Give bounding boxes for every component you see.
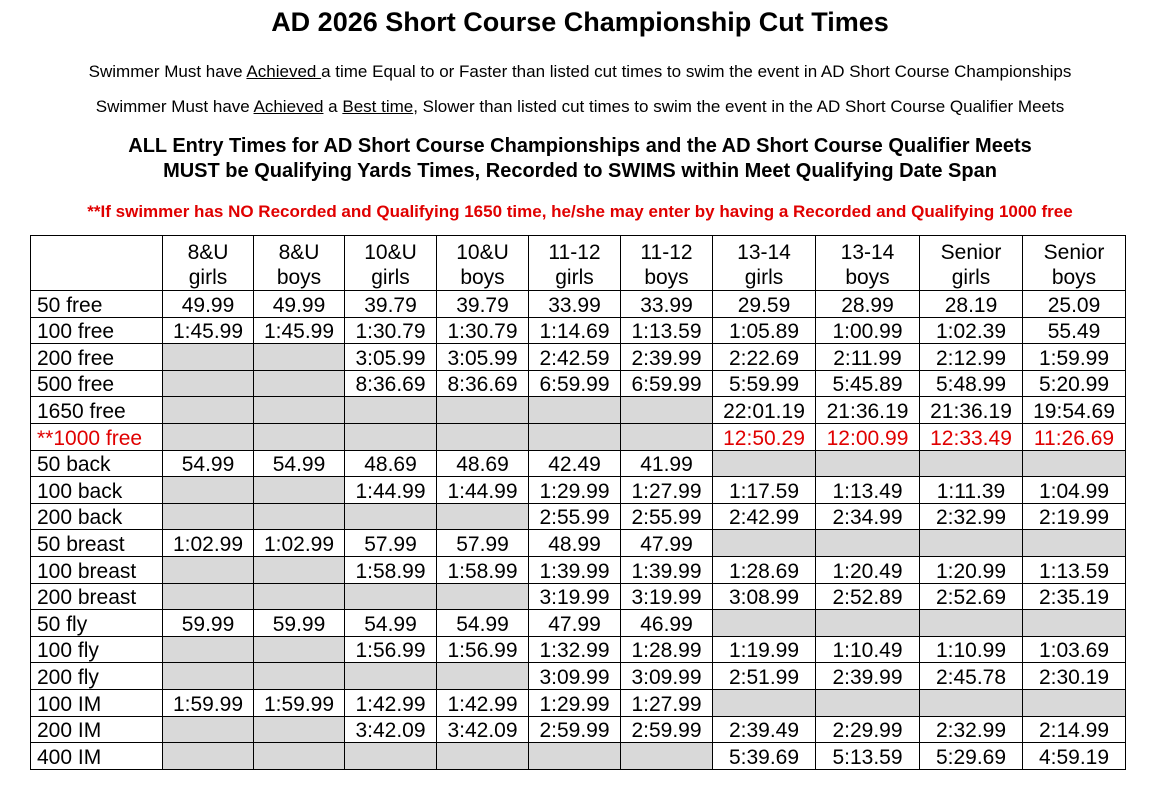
empty-cell — [437, 503, 529, 530]
table-row — [31, 344, 1126, 371]
cut-time-cell: 49.99 — [163, 291, 254, 318]
cut-time-cell: 1:13.59 — [621, 317, 713, 344]
cut-time-cell: 1:03.69 — [1023, 636, 1126, 663]
qualifier-rule-part1: Swimmer Must have — [95, 97, 254, 116]
empty-cell — [345, 397, 437, 424]
cut-time-cell: 2:35.19 — [1023, 583, 1126, 610]
column-header — [345, 236, 437, 291]
cut-time-cell: 1:17.59 — [713, 477, 816, 504]
empty-cell — [713, 610, 816, 637]
cut-time-cell: 1:10.99 — [920, 636, 1023, 663]
cut-time-cell: 1:05.89 — [713, 317, 816, 344]
empty-cell — [1023, 689, 1126, 716]
empty-cell — [254, 583, 345, 610]
column-age-group: 8&U — [278, 241, 320, 264]
cut-time-cell: 1:28.99 — [621, 636, 713, 663]
cut-time-cell: 2:59.99 — [529, 716, 621, 743]
column-gender: boys — [276, 266, 322, 289]
empty-cell — [163, 503, 254, 530]
column-header — [920, 236, 1023, 291]
cut-time-cell: 47.99 — [529, 610, 621, 637]
cut-time-cell: 1:14.69 — [529, 317, 621, 344]
column-gender: boys — [845, 266, 890, 289]
event-name: 50 back — [31, 450, 163, 477]
cut-time-cell: 3:19.99 — [621, 583, 713, 610]
cut-time-cell: 2:12.99 — [920, 344, 1023, 371]
empty-cell — [621, 743, 713, 770]
empty-cell — [920, 530, 1023, 557]
cut-time-cell: 3:09.99 — [529, 663, 621, 690]
header-row — [31, 236, 1126, 291]
cut-time-cell: 2:39.49 — [713, 716, 816, 743]
empty-cell — [920, 689, 1023, 716]
cut-time-cell: 1:42.99 — [437, 689, 529, 716]
event-name: 100 free — [31, 317, 163, 344]
table-row — [31, 556, 1126, 583]
table-row — [31, 503, 1126, 530]
empty-cell — [920, 610, 1023, 637]
cut-time-cell: 1:39.99 — [621, 556, 713, 583]
cut-time-cell: 2:39.99 — [816, 663, 920, 690]
cut-time-cell: 42.49 — [529, 450, 621, 477]
empty-cell — [529, 397, 621, 424]
cut-time-cell: 2:22.69 — [713, 344, 816, 371]
cut-time-cell: 1:30.79 — [437, 317, 529, 344]
cut-time-cell: 21:36.19 — [816, 397, 920, 424]
event-name: 1650 free — [31, 397, 163, 424]
cut-time-cell: 2:32.99 — [920, 716, 1023, 743]
cut-time-cell: 2:59.99 — [621, 716, 713, 743]
cut-time-cell: 59.99 — [254, 610, 345, 637]
championship-rule-part2: a time Equal to or Faster than listed cut times to swim the event in AD Short Course Championships — [321, 62, 1072, 81]
empty-cell — [163, 556, 254, 583]
empty-cell — [254, 477, 345, 504]
empty-cell — [345, 583, 437, 610]
column-age-group: 10&U — [364, 241, 417, 264]
cut-time-cell: 12:33.49 — [920, 423, 1023, 450]
table-row — [31, 530, 1126, 557]
cut-time-cell: 1:45.99 — [163, 317, 254, 344]
event-name: 100 IM — [31, 689, 163, 716]
cut-time-cell: 8:36.69 — [345, 370, 437, 397]
cut-time-cell: 46.99 — [621, 610, 713, 637]
column-header — [254, 236, 345, 291]
cut-time-cell: 28.19 — [920, 291, 1023, 318]
event-name: **1000 free — [31, 423, 163, 450]
column-gender: boys — [1051, 266, 1097, 289]
column-header — [163, 236, 254, 291]
cut-time-cell: 1:58.99 — [437, 556, 529, 583]
column-header — [816, 236, 920, 291]
event-name: 100 back — [31, 477, 163, 504]
table-row — [31, 663, 1126, 690]
cut-time-cell: 19:54.69 — [1023, 397, 1126, 424]
empty-cell — [816, 530, 920, 557]
column-age-group: 11-12 — [640, 241, 693, 264]
column-gender: girls — [371, 266, 410, 289]
column-age-group: 13-14 — [737, 241, 791, 264]
event-name: 100 breast — [31, 556, 163, 583]
qualifier-rule-best-time: Best time — [342, 97, 414, 116]
empty-cell — [437, 397, 529, 424]
column-header — [529, 236, 621, 291]
empty-cell — [163, 743, 254, 770]
empty-cell — [816, 450, 920, 477]
cut-times-table — [30, 235, 1126, 770]
empty-cell — [920, 450, 1023, 477]
table-row — [31, 716, 1126, 743]
cut-time-cell: 39.79 — [437, 291, 529, 318]
empty-cell — [254, 370, 345, 397]
cut-time-cell: 1:42.99 — [345, 689, 437, 716]
cut-time-cell: 1:13.49 — [816, 477, 920, 504]
cut-time-cell: 2:55.99 — [621, 503, 713, 530]
column-age-group: 11-12 — [548, 241, 601, 264]
header-blank-cell — [31, 236, 163, 291]
cut-time-cell: 5:59.99 — [713, 370, 816, 397]
empty-cell — [163, 663, 254, 690]
empty-cell — [254, 663, 345, 690]
empty-cell — [345, 423, 437, 450]
empty-cell — [254, 503, 345, 530]
empty-cell — [621, 397, 713, 424]
qualifier-rule-part2: a — [323, 97, 343, 116]
cut-time-cell: 1:10.49 — [816, 636, 920, 663]
cut-time-cell: 41.99 — [621, 450, 713, 477]
cut-time-cell: 1:39.99 — [529, 556, 621, 583]
cut-time-cell: 1:56.99 — [437, 636, 529, 663]
table-row — [31, 370, 1126, 397]
cut-time-cell: 2:32.99 — [920, 503, 1023, 530]
empty-cell — [254, 743, 345, 770]
cut-time-cell: 2:42.59 — [529, 344, 621, 371]
event-name: 50 breast — [31, 530, 163, 557]
table-row — [31, 689, 1126, 716]
cut-time-cell: 2:55.99 — [529, 503, 621, 530]
cut-time-cell: 48.99 — [529, 530, 621, 557]
table-row — [31, 743, 1126, 770]
event-name: 100 fly — [31, 636, 163, 663]
cut-time-cell: 4:59.19 — [1023, 743, 1126, 770]
cut-time-cell: 1:02.99 — [254, 530, 345, 557]
page-title: AD 2026 Short Course Championship Cut Times — [271, 7, 889, 37]
qualifier-rule-part3: , Slower than listed cut times to swim the event in the AD Short Course Qualifier Meets — [413, 97, 1065, 116]
table-row — [31, 610, 1126, 637]
column-age-group: 10&U — [456, 241, 509, 264]
cut-time-cell: 2:45.78 — [920, 663, 1023, 690]
cut-time-cell: 5:39.69 — [713, 743, 816, 770]
empty-cell — [816, 689, 920, 716]
cut-time-cell: 49.99 — [254, 291, 345, 318]
empty-cell — [529, 743, 621, 770]
cut-time-cell: 47.99 — [621, 530, 713, 557]
cut-time-cell: 1:56.99 — [345, 636, 437, 663]
column-age-group: Senior — [1043, 241, 1105, 264]
empty-cell — [713, 530, 816, 557]
cut-time-cell: 1:27.99 — [621, 477, 713, 504]
cut-time-cell: 1:30.79 — [345, 317, 437, 344]
cut-time-cell: 2:52.69 — [920, 583, 1023, 610]
table-row — [31, 317, 1126, 344]
empty-cell — [437, 583, 529, 610]
cut-time-cell: 54.99 — [254, 450, 345, 477]
cut-time-cell: 57.99 — [345, 530, 437, 557]
column-gender: girls — [951, 266, 991, 289]
empty-cell — [163, 636, 254, 663]
cut-time-cell: 1:19.99 — [713, 636, 816, 663]
empty-cell — [621, 423, 713, 450]
cut-time-cell: 8:36.69 — [437, 370, 529, 397]
cut-time-cell: 12:00.99 — [816, 423, 920, 450]
cut-time-cell: 48.69 — [345, 450, 437, 477]
empty-cell — [345, 663, 437, 690]
cut-time-cell: 6:59.99 — [529, 370, 621, 397]
empty-cell — [713, 450, 816, 477]
column-age-group: Senior — [940, 241, 1002, 264]
cut-time-cell: 11:26.69 — [1023, 423, 1126, 450]
cut-time-cell: 2:51.99 — [713, 663, 816, 690]
cut-time-cell: 1:28.69 — [713, 556, 816, 583]
cut-time-cell: 25.09 — [1023, 291, 1126, 318]
empty-cell — [529, 423, 621, 450]
cut-time-cell: 1:00.99 — [816, 317, 920, 344]
empty-cell — [254, 397, 345, 424]
column-header — [437, 236, 529, 291]
cut-time-cell: 6:59.99 — [621, 370, 713, 397]
event-name: 200 IM — [31, 716, 163, 743]
table-row — [31, 397, 1126, 424]
table-row — [31, 450, 1126, 477]
event-name: 400 IM — [31, 743, 163, 770]
cut-time-cell: 54.99 — [437, 610, 529, 637]
empty-cell — [254, 716, 345, 743]
column-gender: boys — [460, 266, 505, 289]
event-name: 50 free — [31, 291, 163, 318]
cut-time-cell: 1:27.99 — [621, 689, 713, 716]
empty-cell — [437, 743, 529, 770]
cut-time-cell: 1:11.39 — [920, 477, 1023, 504]
qualifier-rule-achieved: Achieved — [253, 97, 324, 116]
event-name: 500 free — [31, 370, 163, 397]
column-header — [713, 236, 816, 291]
event-name: 200 back — [31, 503, 163, 530]
empty-cell — [345, 743, 437, 770]
cut-time-cell: 55.49 — [1023, 317, 1126, 344]
event-name: 50 fly — [31, 610, 163, 637]
column-age-group: 8&U — [187, 241, 229, 264]
cut-time-cell: 2:34.99 — [816, 503, 920, 530]
empty-cell — [437, 663, 529, 690]
empty-cell — [163, 423, 254, 450]
cut-time-cell: 5:48.99 — [920, 370, 1023, 397]
event-name: 200 breast — [31, 583, 163, 610]
empty-cell — [254, 636, 345, 663]
cut-time-cell: 1:58.99 — [345, 556, 437, 583]
cut-time-cell: 2:19.99 — [1023, 503, 1126, 530]
cut-time-cell: 3:05.99 — [345, 344, 437, 371]
cut-time-cell: 2:29.99 — [816, 716, 920, 743]
table-row — [31, 477, 1126, 504]
empty-cell — [163, 716, 254, 743]
cut-time-cell: 57.99 — [437, 530, 529, 557]
empty-cell — [254, 344, 345, 371]
cut-time-cell: 2:42.99 — [713, 503, 816, 530]
cut-time-cell: 1:04.99 — [1023, 477, 1126, 504]
cut-time-cell: 2:30.19 — [1023, 663, 1126, 690]
event-name: 200 free — [31, 344, 163, 371]
championship-rule — [0, 61, 1152, 83]
cut-time-cell: 5:20.99 — [1023, 370, 1126, 397]
empty-cell — [254, 556, 345, 583]
entry-notice-line2: MUST be Qualifying Yards Times, Recorded to SWIMS within Meet Qualifying Date Span — [163, 160, 997, 182]
cut-time-cell: 1:45.99 — [254, 317, 345, 344]
cut-time-cell: 22:01.19 — [713, 397, 816, 424]
empty-cell — [816, 610, 920, 637]
cut-time-cell: 5:13.59 — [816, 743, 920, 770]
empty-cell — [163, 477, 254, 504]
cut-time-cell: 28.99 — [816, 291, 920, 318]
cut-time-cell: 2:52.89 — [816, 583, 920, 610]
empty-cell — [713, 689, 816, 716]
column-header — [621, 236, 713, 291]
column-age-group: 13-14 — [840, 241, 895, 264]
cut-time-cell: 1:13.59 — [1023, 556, 1126, 583]
cut-time-cell: 48.69 — [437, 450, 529, 477]
cut-time-cell: 12:50.29 — [713, 423, 816, 450]
empty-cell — [254, 423, 345, 450]
entry-notice-line1: ALL Entry Times for AD Short Course Championships and the AD Short Course Qualifier Meets — [128, 135, 1032, 157]
cut-time-cell: 29.59 — [713, 291, 816, 318]
cut-time-cell: 1:02.39 — [920, 317, 1023, 344]
cut-time-cell: 1:59.99 — [163, 689, 254, 716]
cut-time-cell: 54.99 — [345, 610, 437, 637]
cut-time-cell: 1:29.99 — [529, 689, 621, 716]
cut-time-cell: 3:42.09 — [437, 716, 529, 743]
cut-time-cell: 5:45.89 — [816, 370, 920, 397]
empty-cell — [1023, 530, 1126, 557]
championship-rule-part1: Swimmer Must have — [88, 62, 247, 81]
empty-cell — [163, 370, 254, 397]
cut-time-cell: 1:59.99 — [1023, 344, 1126, 371]
column-gender: girls — [555, 266, 594, 289]
cut-time-cell: 3:05.99 — [437, 344, 529, 371]
cut-time-cell: 2:11.99 — [816, 344, 920, 371]
cut-time-cell: 3:42.09 — [345, 716, 437, 743]
column-header — [1023, 236, 1126, 291]
entry-notice — [0, 134, 1152, 184]
cut-time-cell: 59.99 — [163, 610, 254, 637]
empty-cell — [437, 423, 529, 450]
cut-time-cell: 5:29.69 — [920, 743, 1023, 770]
cut-time-cell: 3:09.99 — [621, 663, 713, 690]
1000-free-note: **If swimmer has NO Recorded and Qualifying 1650 time, he/she may enter by having a Recorded and Qualifying 1000 free — [87, 202, 1073, 221]
cut-time-cell: 1:59.99 — [254, 689, 345, 716]
cut-time-cell: 2:39.99 — [621, 344, 713, 371]
empty-cell — [1023, 450, 1126, 477]
cut-time-cell: 54.99 — [163, 450, 254, 477]
qualifier-rule — [0, 96, 1152, 118]
event-name: 200 fly — [31, 663, 163, 690]
cut-time-cell: 1:44.99 — [437, 477, 529, 504]
column-gender: girls — [744, 266, 784, 289]
championship-rule-achieved: Achieved — [246, 62, 322, 81]
empty-cell — [1023, 610, 1126, 637]
table-row — [31, 583, 1126, 610]
empty-cell — [345, 503, 437, 530]
cut-time-cell: 39.79 — [345, 291, 437, 318]
cut-time-cell: 21:36.19 — [920, 397, 1023, 424]
cut-time-cell: 33.99 — [621, 291, 713, 318]
column-gender: girls — [188, 266, 228, 289]
cut-time-cell: 3:19.99 — [529, 583, 621, 610]
table-row — [31, 291, 1126, 318]
table-row — [31, 636, 1126, 663]
cut-time-cell: 1:20.99 — [920, 556, 1023, 583]
empty-cell — [163, 344, 254, 371]
table-row — [31, 423, 1126, 450]
cut-time-cell: 1:32.99 — [529, 636, 621, 663]
cut-time-cell: 1:29.99 — [529, 477, 621, 504]
cut-time-cell: 1:02.99 — [163, 530, 254, 557]
cut-time-cell: 33.99 — [529, 291, 621, 318]
empty-cell — [163, 397, 254, 424]
column-gender: boys — [644, 266, 689, 289]
cut-time-cell: 3:08.99 — [713, 583, 816, 610]
cut-time-cell: 1:44.99 — [345, 477, 437, 504]
cut-time-cell: 2:14.99 — [1023, 716, 1126, 743]
cut-time-cell: 1:20.49 — [816, 556, 920, 583]
empty-cell — [163, 583, 254, 610]
